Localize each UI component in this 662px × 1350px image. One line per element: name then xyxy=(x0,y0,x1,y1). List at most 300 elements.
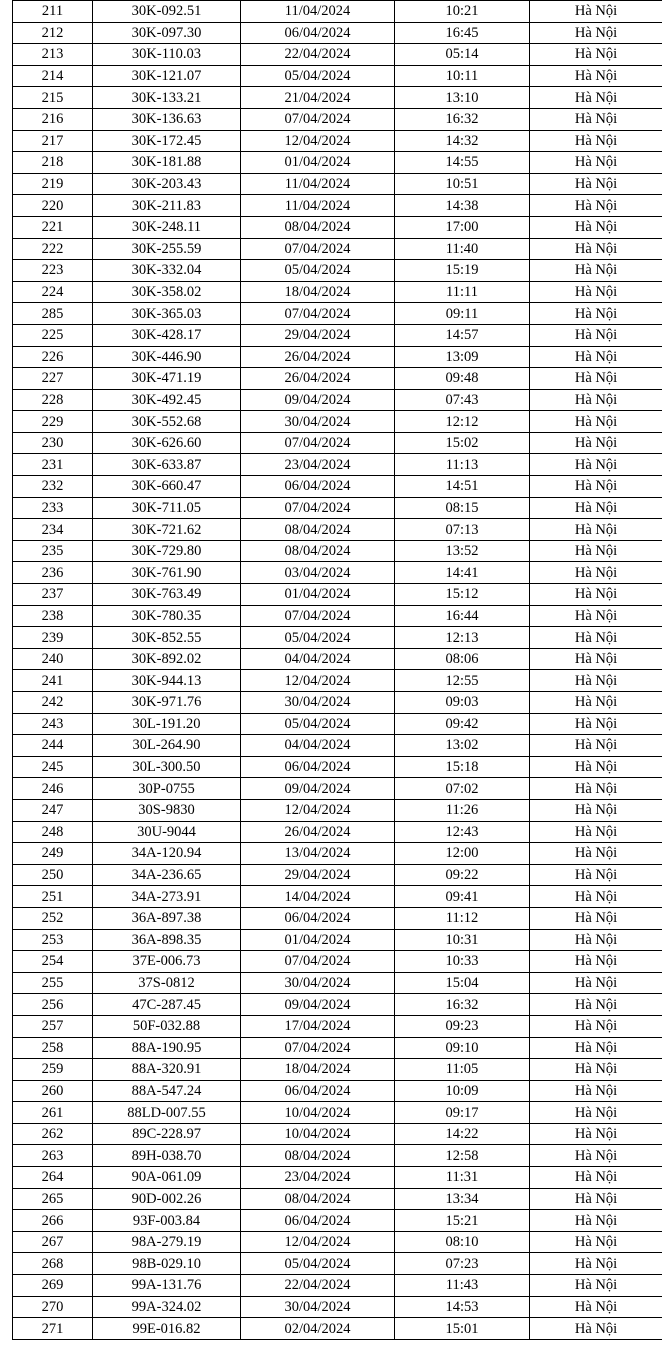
time-cell: 11:43 xyxy=(395,1275,530,1297)
table-row xyxy=(13,951,662,973)
plate-cell: 30K-763.49 xyxy=(93,584,241,606)
date-cell: 09/04/2024 xyxy=(241,778,395,800)
date-cell: 22/04/2024 xyxy=(241,1275,395,1297)
date-cell: 06/04/2024 xyxy=(241,756,395,778)
location-cell: Hà Nội xyxy=(530,670,662,692)
location-cell: Hà Nội xyxy=(530,1037,662,1059)
date-cell: 26/04/2024 xyxy=(241,346,395,368)
date-cell: 09/04/2024 xyxy=(241,994,395,1016)
table-row xyxy=(13,929,662,951)
time-cell: 15:18 xyxy=(395,756,530,778)
time-cell: 12:55 xyxy=(395,670,530,692)
table-row xyxy=(13,886,662,908)
plate-cell: 30K-211.83 xyxy=(93,195,241,217)
date-cell: 11/04/2024 xyxy=(241,195,395,217)
date-cell: 29/04/2024 xyxy=(241,864,395,886)
time-cell: 16:44 xyxy=(395,605,530,627)
location-cell: Hà Nội xyxy=(530,1059,662,1081)
time-cell: 11:26 xyxy=(395,799,530,821)
date-cell: 05/04/2024 xyxy=(241,65,395,87)
row-number-cell: 233 xyxy=(13,497,93,519)
location-cell: Hà Nội xyxy=(530,130,662,152)
time-cell: 09:42 xyxy=(395,713,530,735)
row-number-cell: 252 xyxy=(13,907,93,929)
plate-cell: 30P-0755 xyxy=(93,778,241,800)
location-cell: Hà Nội xyxy=(530,432,662,454)
plate-cell: 30K-552.68 xyxy=(93,411,241,433)
table-row xyxy=(13,994,662,1016)
location-cell: Hà Nội xyxy=(530,1275,662,1297)
date-cell: 11/04/2024 xyxy=(241,1,395,23)
location-cell: Hà Nội xyxy=(530,238,662,260)
time-cell: 09:23 xyxy=(395,1015,530,1037)
time-cell: 16:32 xyxy=(395,108,530,130)
plate-cell: 30K-248.11 xyxy=(93,216,241,238)
row-number-cell: 221 xyxy=(13,216,93,238)
plate-cell: 30K-092.51 xyxy=(93,1,241,23)
plate-cell: 30K-944.13 xyxy=(93,670,241,692)
table-row xyxy=(13,972,662,994)
row-number-cell: 230 xyxy=(13,432,93,454)
date-cell: 05/04/2024 xyxy=(241,627,395,649)
table-row xyxy=(13,346,662,368)
row-number-cell: 264 xyxy=(13,1167,93,1189)
row-number-cell: 256 xyxy=(13,994,93,1016)
date-cell: 04/04/2024 xyxy=(241,648,395,670)
row-number-cell: 267 xyxy=(13,1231,93,1253)
time-cell: 09:48 xyxy=(395,368,530,390)
date-cell: 12/04/2024 xyxy=(241,799,395,821)
table-row xyxy=(13,1037,662,1059)
table-row xyxy=(13,1015,662,1037)
row-number-cell: 229 xyxy=(13,411,93,433)
row-number-cell: 241 xyxy=(13,670,93,692)
row-number-cell: 265 xyxy=(13,1188,93,1210)
row-number-cell: 245 xyxy=(13,756,93,778)
time-cell: 12:43 xyxy=(395,821,530,843)
date-cell: 12/04/2024 xyxy=(241,130,395,152)
location-cell: Hà Nội xyxy=(530,1123,662,1145)
time-cell: 12:12 xyxy=(395,411,530,433)
location-cell: Hà Nội xyxy=(530,1231,662,1253)
location-cell: Hà Nội xyxy=(530,692,662,714)
date-cell: 06/04/2024 xyxy=(241,22,395,44)
location-cell: Hà Nội xyxy=(530,346,662,368)
location-cell: Hà Nội xyxy=(530,799,662,821)
time-cell: 15:12 xyxy=(395,584,530,606)
plate-cell: 88A-320.91 xyxy=(93,1059,241,1081)
location-cell: Hà Nội xyxy=(530,584,662,606)
date-cell: 06/04/2024 xyxy=(241,1080,395,1102)
time-cell: 11:05 xyxy=(395,1059,530,1081)
plate-cell: 34A-273.91 xyxy=(93,886,241,908)
time-cell: 12:13 xyxy=(395,627,530,649)
location-cell: Hà Nội xyxy=(530,562,662,584)
table-row xyxy=(13,432,662,454)
table-row xyxy=(13,87,662,109)
time-cell: 11:13 xyxy=(395,454,530,476)
location-cell: Hà Nội xyxy=(530,87,662,109)
table-row xyxy=(13,195,662,217)
table-row xyxy=(13,713,662,735)
table-row xyxy=(13,368,662,390)
plate-cell: 30K-852.55 xyxy=(93,627,241,649)
date-cell: 30/04/2024 xyxy=(241,692,395,714)
row-number-cell: 246 xyxy=(13,778,93,800)
date-cell: 01/04/2024 xyxy=(241,584,395,606)
plate-cell: 30K-255.59 xyxy=(93,238,241,260)
table-row xyxy=(13,1,662,23)
table-row xyxy=(13,303,662,325)
table-row xyxy=(13,130,662,152)
plate-cell: 36A-897.38 xyxy=(93,907,241,929)
plate-cell: 30L-300.50 xyxy=(93,756,241,778)
row-number-cell: 251 xyxy=(13,886,93,908)
table-row xyxy=(13,65,662,87)
date-cell: 07/04/2024 xyxy=(241,605,395,627)
time-cell: 11:40 xyxy=(395,238,530,260)
time-cell: 16:32 xyxy=(395,994,530,1016)
plate-cell: 90A-061.09 xyxy=(93,1167,241,1189)
date-cell: 12/04/2024 xyxy=(241,1231,395,1253)
plate-cell: 30K-711.05 xyxy=(93,497,241,519)
plate-cell: 88A-190.95 xyxy=(93,1037,241,1059)
table-row xyxy=(13,605,662,627)
row-number-cell: 261 xyxy=(13,1102,93,1124)
date-cell: 03/04/2024 xyxy=(241,562,395,584)
row-number-cell: 262 xyxy=(13,1123,93,1145)
row-number-cell: 250 xyxy=(13,864,93,886)
row-number-cell: 227 xyxy=(13,368,93,390)
row-number-cell: 240 xyxy=(13,648,93,670)
table-row xyxy=(13,907,662,929)
date-cell: 06/04/2024 xyxy=(241,476,395,498)
time-cell: 09:22 xyxy=(395,864,530,886)
plate-cell: 30K-446.90 xyxy=(93,346,241,368)
date-cell: 05/04/2024 xyxy=(241,260,395,282)
time-cell: 09:41 xyxy=(395,886,530,908)
time-cell: 14:41 xyxy=(395,562,530,584)
row-number-cell: 231 xyxy=(13,454,93,476)
table-row xyxy=(13,1145,662,1167)
row-number-cell: 225 xyxy=(13,324,93,346)
location-cell: Hà Nội xyxy=(530,324,662,346)
location-cell: Hà Nội xyxy=(530,1296,662,1318)
row-number-cell: 220 xyxy=(13,195,93,217)
table-row xyxy=(13,454,662,476)
plate-cell: 34A-120.94 xyxy=(93,843,241,865)
plate-cell: 30L-264.90 xyxy=(93,735,241,757)
location-cell: Hà Nội xyxy=(530,152,662,174)
location-cell: Hà Nội xyxy=(530,368,662,390)
plate-cell: 30K-721.62 xyxy=(93,519,241,541)
plate-cell: 47C-287.45 xyxy=(93,994,241,1016)
row-number-cell: 266 xyxy=(13,1210,93,1232)
row-number-cell: 218 xyxy=(13,152,93,174)
table-row xyxy=(13,324,662,346)
time-cell: 08:10 xyxy=(395,1231,530,1253)
date-cell: 07/04/2024 xyxy=(241,951,395,973)
date-cell: 14/04/2024 xyxy=(241,886,395,908)
row-number-cell: 228 xyxy=(13,389,93,411)
plate-cell: 36A-898.35 xyxy=(93,929,241,951)
time-cell: 13:10 xyxy=(395,87,530,109)
date-cell: 10/04/2024 xyxy=(241,1123,395,1145)
location-cell: Hà Nội xyxy=(530,216,662,238)
table-row xyxy=(13,108,662,130)
time-cell: 05:14 xyxy=(395,44,530,66)
plate-cell: 30K-110.03 xyxy=(93,44,241,66)
time-cell: 07:13 xyxy=(395,519,530,541)
plate-cell: 93F-003.84 xyxy=(93,1210,241,1232)
table-row xyxy=(13,152,662,174)
row-number-cell: 257 xyxy=(13,1015,93,1037)
plate-cell: 30K-892.02 xyxy=(93,648,241,670)
date-cell: 29/04/2024 xyxy=(241,324,395,346)
plate-cell: 30K-181.88 xyxy=(93,152,241,174)
location-cell: Hà Nội xyxy=(530,454,662,476)
table-row xyxy=(13,22,662,44)
location-cell: Hà Nội xyxy=(530,627,662,649)
row-number-cell: 222 xyxy=(13,238,93,260)
time-cell: 09:17 xyxy=(395,1102,530,1124)
row-number-cell: 213 xyxy=(13,44,93,66)
date-cell: 08/04/2024 xyxy=(241,519,395,541)
time-cell: 15:21 xyxy=(395,1210,530,1232)
plate-cell: 89H-038.70 xyxy=(93,1145,241,1167)
time-cell: 09:03 xyxy=(395,692,530,714)
location-cell: Hà Nội xyxy=(530,303,662,325)
row-number-cell: 271 xyxy=(13,1318,93,1340)
plate-cell: 30K-633.87 xyxy=(93,454,241,476)
location-cell: Hà Nội xyxy=(530,886,662,908)
table-row xyxy=(13,519,662,541)
time-cell: 09:10 xyxy=(395,1037,530,1059)
plate-cell: 90D-002.26 xyxy=(93,1188,241,1210)
plate-cell: 88A-547.24 xyxy=(93,1080,241,1102)
row-number-cell: 224 xyxy=(13,281,93,303)
table-row xyxy=(13,540,662,562)
time-cell: 10:09 xyxy=(395,1080,530,1102)
row-number-cell: 216 xyxy=(13,108,93,130)
table-row xyxy=(13,389,662,411)
time-cell: 17:00 xyxy=(395,216,530,238)
date-cell: 07/04/2024 xyxy=(241,108,395,130)
location-cell: Hà Nội xyxy=(530,389,662,411)
date-cell: 02/04/2024 xyxy=(241,1318,395,1340)
location-cell: Hà Nội xyxy=(530,821,662,843)
row-number-cell: 232 xyxy=(13,476,93,498)
location-cell: Hà Nội xyxy=(530,1210,662,1232)
date-cell: 08/04/2024 xyxy=(241,216,395,238)
row-number-cell: 236 xyxy=(13,562,93,584)
plate-cell: 30K-097.30 xyxy=(93,22,241,44)
date-cell: 01/04/2024 xyxy=(241,152,395,174)
date-cell: 04/04/2024 xyxy=(241,735,395,757)
location-cell: Hà Nội xyxy=(530,260,662,282)
date-cell: 05/04/2024 xyxy=(241,713,395,735)
plate-cell: 30K-660.47 xyxy=(93,476,241,498)
date-cell: 23/04/2024 xyxy=(241,1167,395,1189)
row-number-cell: 269 xyxy=(13,1275,93,1297)
row-number-cell: 253 xyxy=(13,929,93,951)
plate-cell: 30K-471.19 xyxy=(93,368,241,390)
time-cell: 10:11 xyxy=(395,65,530,87)
location-cell: Hà Nội xyxy=(530,648,662,670)
row-number-cell: 243 xyxy=(13,713,93,735)
location-cell: Hà Nội xyxy=(530,497,662,519)
row-number-cell: 244 xyxy=(13,735,93,757)
date-cell: 30/04/2024 xyxy=(241,972,395,994)
date-cell: 12/04/2024 xyxy=(241,670,395,692)
table-body xyxy=(13,1,662,1340)
time-cell: 07:23 xyxy=(395,1253,530,1275)
time-cell: 15:02 xyxy=(395,432,530,454)
date-cell: 17/04/2024 xyxy=(241,1015,395,1037)
time-cell: 15:19 xyxy=(395,260,530,282)
row-number-cell: 247 xyxy=(13,799,93,821)
table-row xyxy=(13,843,662,865)
plate-cell: 37E-006.73 xyxy=(93,951,241,973)
time-cell: 10:21 xyxy=(395,1,530,23)
plate-cell: 88LD-007.55 xyxy=(93,1102,241,1124)
plate-cell: 98A-279.19 xyxy=(93,1231,241,1253)
table-row xyxy=(13,735,662,757)
table-row xyxy=(13,562,662,584)
time-cell: 14:51 xyxy=(395,476,530,498)
time-cell: 10:31 xyxy=(395,929,530,951)
time-cell: 13:02 xyxy=(395,735,530,757)
table-row xyxy=(13,216,662,238)
location-cell: Hà Nội xyxy=(530,1145,662,1167)
date-cell: 07/04/2024 xyxy=(241,497,395,519)
table-row xyxy=(13,1059,662,1081)
table-row xyxy=(13,281,662,303)
plate-cell: 30K-626.60 xyxy=(93,432,241,454)
date-cell: 21/04/2024 xyxy=(241,87,395,109)
date-cell: 09/04/2024 xyxy=(241,389,395,411)
table-row xyxy=(13,1231,662,1253)
table-row xyxy=(13,1253,662,1275)
plate-cell: 99E-016.82 xyxy=(93,1318,241,1340)
plate-cell: 30K-428.17 xyxy=(93,324,241,346)
time-cell: 14:32 xyxy=(395,130,530,152)
table-row xyxy=(13,173,662,195)
location-cell: Hà Nội xyxy=(530,864,662,886)
time-cell: 07:02 xyxy=(395,778,530,800)
row-number-cell: 258 xyxy=(13,1037,93,1059)
location-cell: Hà Nội xyxy=(530,195,662,217)
row-number-cell: 249 xyxy=(13,843,93,865)
time-cell: 11:11 xyxy=(395,281,530,303)
date-cell: 08/04/2024 xyxy=(241,540,395,562)
table-row xyxy=(13,670,662,692)
row-number-cell: 254 xyxy=(13,951,93,973)
date-cell: 07/04/2024 xyxy=(241,303,395,325)
table-row xyxy=(13,1167,662,1189)
table-row xyxy=(13,44,662,66)
time-cell: 10:51 xyxy=(395,173,530,195)
plate-cell: 99A-131.76 xyxy=(93,1275,241,1297)
plate-cell: 30K-203.43 xyxy=(93,173,241,195)
time-cell: 15:01 xyxy=(395,1318,530,1340)
plate-cell: 30K-172.45 xyxy=(93,130,241,152)
location-cell: Hà Nội xyxy=(530,907,662,929)
time-cell: 08:15 xyxy=(395,497,530,519)
location-cell: Hà Nội xyxy=(530,843,662,865)
table-row xyxy=(13,1102,662,1124)
table-row xyxy=(13,238,662,260)
table-row xyxy=(13,1210,662,1232)
table-row xyxy=(13,411,662,433)
date-cell: 30/04/2024 xyxy=(241,1296,395,1318)
plate-cell: 30K-971.76 xyxy=(93,692,241,714)
row-number-cell: 219 xyxy=(13,173,93,195)
row-number-cell: 212 xyxy=(13,22,93,44)
table-row xyxy=(13,1296,662,1318)
location-cell: Hà Nội xyxy=(530,281,662,303)
table-row xyxy=(13,1123,662,1145)
plate-cell: 30U-9044 xyxy=(93,821,241,843)
date-cell: 13/04/2024 xyxy=(241,843,395,865)
violations-table xyxy=(12,0,662,1340)
row-number-cell: 270 xyxy=(13,1296,93,1318)
plate-cell: 30K-780.35 xyxy=(93,605,241,627)
table-row xyxy=(13,778,662,800)
row-number-cell: 260 xyxy=(13,1080,93,1102)
date-cell: 26/04/2024 xyxy=(241,821,395,843)
plate-cell: 30S-9830 xyxy=(93,799,241,821)
table-row xyxy=(13,476,662,498)
table-row xyxy=(13,648,662,670)
location-cell: Hà Nội xyxy=(530,44,662,66)
table-row xyxy=(13,692,662,714)
date-cell: 01/04/2024 xyxy=(241,929,395,951)
time-cell: 07:43 xyxy=(395,389,530,411)
row-number-cell: 285 xyxy=(13,303,93,325)
location-cell: Hà Nội xyxy=(530,756,662,778)
plate-cell: 30K-365.03 xyxy=(93,303,241,325)
time-cell: 14:22 xyxy=(395,1123,530,1145)
row-number-cell: 239 xyxy=(13,627,93,649)
date-cell: 18/04/2024 xyxy=(241,1059,395,1081)
plate-cell: 30K-761.90 xyxy=(93,562,241,584)
row-number-cell: 259 xyxy=(13,1059,93,1081)
plate-cell: 30K-492.45 xyxy=(93,389,241,411)
row-number-cell: 211 xyxy=(13,1,93,23)
date-cell: 07/04/2024 xyxy=(241,432,395,454)
date-cell: 30/04/2024 xyxy=(241,411,395,433)
time-cell: 13:52 xyxy=(395,540,530,562)
time-cell: 11:31 xyxy=(395,1167,530,1189)
date-cell: 05/04/2024 xyxy=(241,1253,395,1275)
location-cell: Hà Nội xyxy=(530,1,662,23)
table-row xyxy=(13,260,662,282)
table-row xyxy=(13,821,662,843)
date-cell: 08/04/2024 xyxy=(241,1188,395,1210)
location-cell: Hà Nội xyxy=(530,540,662,562)
plate-cell: 99A-324.02 xyxy=(93,1296,241,1318)
row-number-cell: 226 xyxy=(13,346,93,368)
table-row xyxy=(13,1318,662,1340)
date-cell: 26/04/2024 xyxy=(241,368,395,390)
plate-cell: 30K-136.63 xyxy=(93,108,241,130)
row-number-cell: 223 xyxy=(13,260,93,282)
row-number-cell: 242 xyxy=(13,692,93,714)
time-cell: 15:04 xyxy=(395,972,530,994)
date-cell: 06/04/2024 xyxy=(241,907,395,929)
row-number-cell: 217 xyxy=(13,130,93,152)
